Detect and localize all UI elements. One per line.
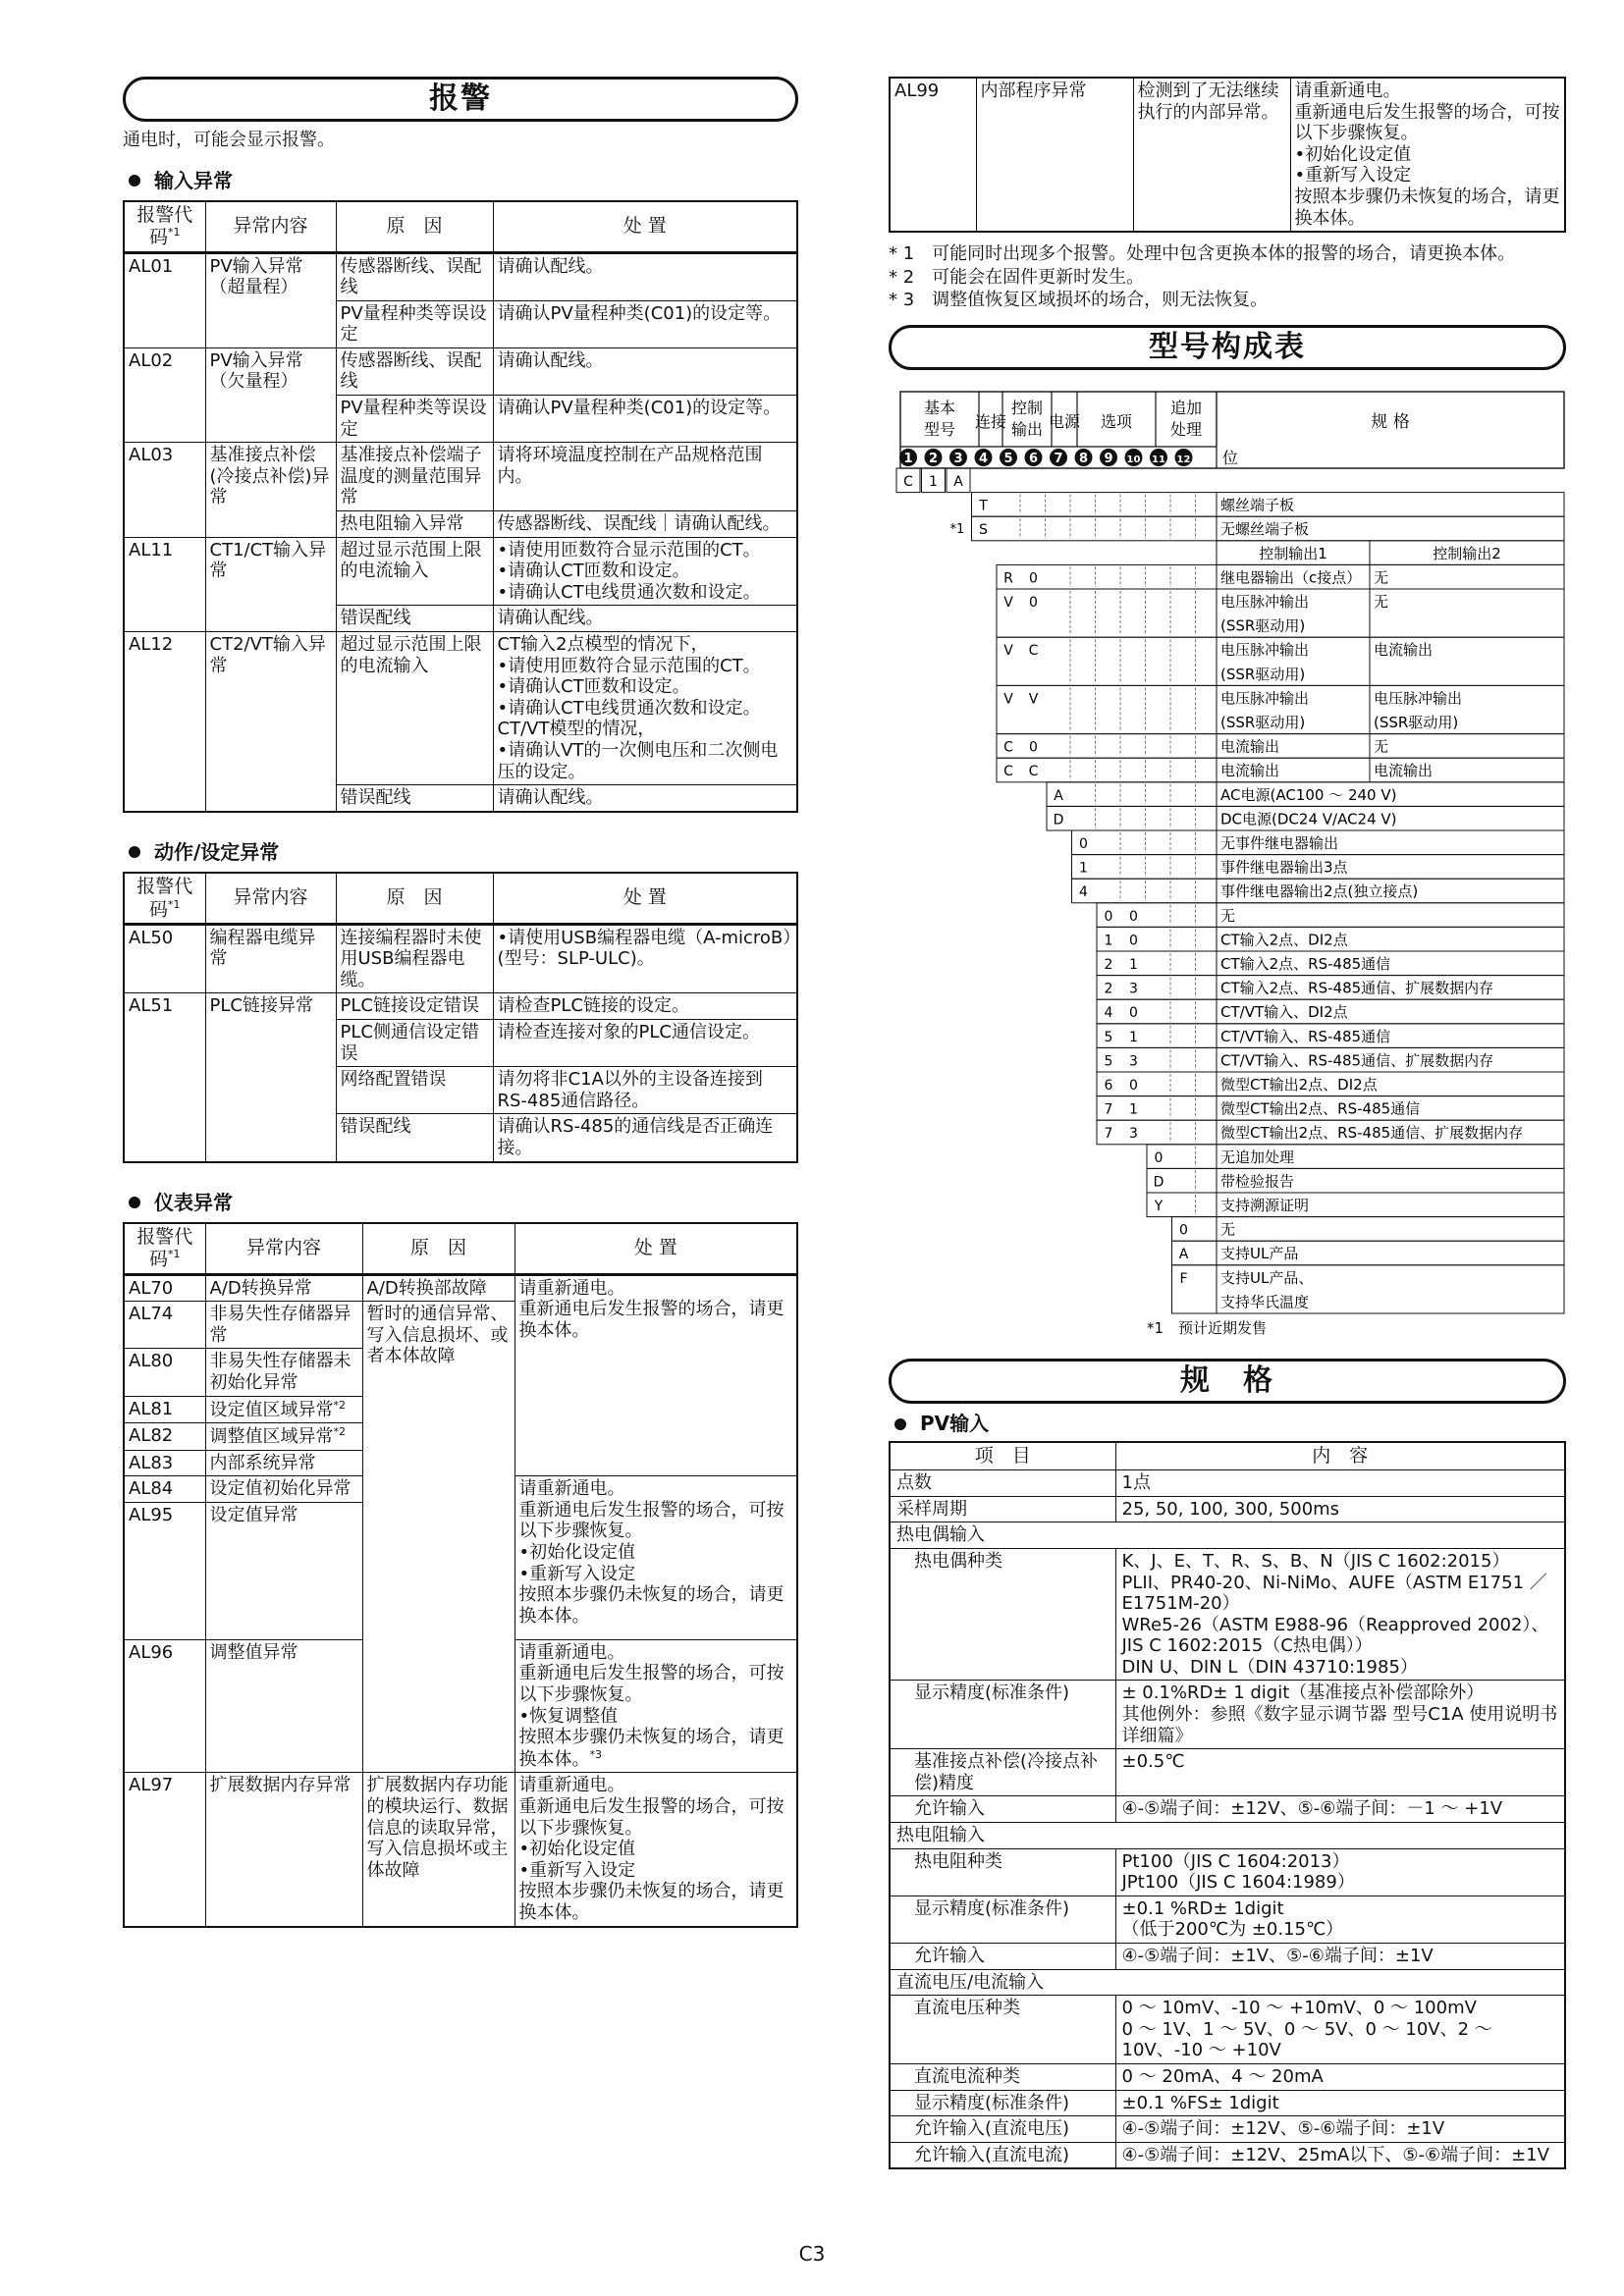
base-code: 1: [929, 474, 938, 491]
spec-item: 显示精度(标准条件): [890, 1896, 1115, 1943]
model-code: 7: [1104, 1126, 1113, 1143]
alarm-content: PLC链接异常: [205, 993, 336, 1162]
model-spec: CT/VT输入、RS-485通信、扩展数据内存: [1220, 1051, 1494, 1070]
model-row: [1097, 903, 1564, 928]
table-row: [124, 924, 797, 993]
alarm-content: 内部程序异常: [976, 78, 1133, 232]
instrument-error-heading: 仪表异常: [123, 1191, 798, 1214]
alarm-code: AL80: [124, 1349, 205, 1396]
header-option: 选项: [1100, 412, 1133, 432]
alarm-action: 请将环境温度控制在产品规格范围内。: [493, 443, 797, 511]
header-item: 项 目: [890, 1442, 1115, 1469]
alarm-notes: [889, 242, 1566, 311]
model-spec: (SSR驱动用): [1220, 666, 1306, 684]
alarm-content: A/D转换异常: [205, 1274, 362, 1302]
model-code: C: [1028, 643, 1039, 660]
alarm-code: AL11: [124, 537, 205, 631]
alarm-content: CT2/VT输入异常: [205, 632, 336, 812]
model-spec2: 电流输出: [1374, 762, 1434, 780]
alarm-action: 请重新通电。 重新通电后发生报警的场合，可按以下步骤恢复。 •初始化设定值 •重新写入设定 按照本步骤仍未恢复的场合，请更换本体。: [1290, 78, 1565, 232]
spec-item: 允许输入: [890, 1796, 1115, 1823]
spec-value: 25, 50, 100, 300, 500ms: [1115, 1496, 1565, 1522]
spec-item: 点数: [890, 1470, 1115, 1497]
alarm-code: AL82: [124, 1423, 205, 1451]
table-row: [124, 632, 797, 785]
digit-number: 2: [928, 452, 939, 467]
header-spec: 规 格: [1371, 412, 1410, 433]
base-code: C: [903, 474, 913, 491]
model-spec: 微型CT输出2点、RS-485通信、扩展数据内存: [1220, 1124, 1524, 1143]
model-spec: (SSR驱动用): [1220, 714, 1306, 732]
spec-item: 允许输入(直流电压): [890, 2116, 1115, 2143]
model-code: 3: [1129, 981, 1138, 997]
spec-group: 直流电压/电流输入: [890, 1969, 1565, 1996]
alarm-action: 请检查连接对象的PLC通信设定。: [493, 1020, 797, 1067]
alarm-code: AL50: [124, 924, 205, 993]
model-code: 1: [1129, 1101, 1138, 1118]
note-1: * 1 可能同时出现多个报警。处理中包含更换本体的报警的场合，请更换本体。: [889, 243, 1516, 265]
model-code: 3: [1129, 1126, 1138, 1143]
header-content: 异常内容: [205, 201, 336, 252]
action-error-heading: 动作/设定异常: [123, 840, 798, 864]
model-code: 0: [1179, 1222, 1188, 1239]
spec-table: [889, 1441, 1566, 2169]
spec-value: ④-⑤端子间：±12V、⑤-⑥端子间：±1V: [1115, 2116, 1565, 2143]
table-row: [890, 2116, 1565, 2143]
input-error-table: [123, 200, 798, 813]
header-cause: 原 因: [336, 873, 493, 924]
alarm-code: AL84: [124, 1476, 205, 1503]
alarm-action: •请使用匝数符合显示范围的CT。 •请确认CT匝数和设定。 •请确认CT电线贯通次数和设定。: [493, 537, 797, 606]
table-row: [890, 1996, 1565, 2064]
alarm-action: 请检查PLC链接的设定。: [493, 993, 797, 1020]
table-row: [124, 347, 797, 395]
bullet-icon: [129, 175, 140, 187]
header-power: 电源: [1048, 412, 1081, 432]
alarm-content: PV输入异常（欠量程）: [205, 347, 336, 442]
model-spec2: (SSR驱动用): [1374, 714, 1459, 732]
model-code: 0: [1129, 909, 1138, 926]
alarm-intro: 通电时，可能会显示报警。: [123, 130, 335, 150]
alarm-action: 请确认PV量程种类(C01)的设定等。: [493, 396, 797, 443]
spec-item: 允许输入(直流电流): [890, 2142, 1115, 2168]
alarm-code: AL12: [124, 632, 205, 812]
model-code: 2: [1104, 957, 1113, 974]
spec-group: 热电偶输入: [890, 1522, 1565, 1549]
model-spec2: 无: [1374, 593, 1389, 612]
alarm-content: 设定值初始化异常: [205, 1476, 362, 1503]
alarm-code: AL83: [124, 1450, 205, 1476]
spec-item: 基准接点补偿(冷接点补偿)精度: [890, 1749, 1115, 1796]
alarm-cause: 错误配线: [336, 1114, 493, 1162]
model-spec2: 电压脉冲输出: [1374, 689, 1463, 708]
alarm-content: 调整值区域异常$^{*2}$: [205, 1423, 362, 1451]
alarm-action: 请确认配线。: [493, 785, 797, 812]
table-row: [890, 1470, 1565, 1497]
model-spec2: 控制输出2: [1433, 545, 1501, 563]
spec-value: ± 0.1%RD± 1 digit（基准接点补偿部除外） 其他例外：参照《数字显示调节器 型号C1A 使用说明书 详细篇》: [1115, 1681, 1565, 1749]
model-code: V: [1003, 643, 1013, 660]
spec-group: 热电阻输入: [890, 1823, 1565, 1849]
digit-number: 10: [1126, 454, 1141, 466]
model-spec: 支持UL产品: [1220, 1245, 1299, 1263]
alarm-cause: A/D转换部故障: [362, 1274, 514, 1302]
alarm-action: •请使用USB编程器电缆（A-microB）(型号：SLP-ULC)。: [493, 924, 797, 993]
alarm-cause: PV量程种类等误设定: [336, 396, 493, 443]
model-code: V: [1003, 595, 1013, 612]
digit-number: 9: [1104, 452, 1113, 467]
model-code: 0: [1154, 1150, 1164, 1167]
model-spec: AC电源(AC100 ～ 240 V): [1220, 786, 1397, 805]
table-row: [890, 1796, 1565, 1823]
header-action: 处 置: [493, 201, 797, 252]
alarm-cause: PLC侧通信设定错误: [336, 1020, 493, 1067]
spec-value: Pt100（JIS C 1604:2013） JPt100（JIS C 1604:1989）: [1115, 1848, 1565, 1896]
alarm-code: AL81: [124, 1396, 205, 1423]
spec-value: ④-⑤端子间：±1V、⑤-⑥端子间：±1V: [1115, 1944, 1565, 1970]
header-basic: 基本: [923, 399, 956, 418]
model-spec: 带检验报告: [1220, 1172, 1295, 1191]
model-code: 5: [1104, 1053, 1113, 1070]
table-row: [124, 993, 797, 1020]
spec-value: 0 ～ 10mV、-10 ～ +10mV、0 ～ 100mV 0 ～ 1V、1 ～ 5V、0 ～ 5V、0 ～ 10V、2 ～ 10V、-10 ～ +10V: [1115, 1996, 1565, 2064]
model-spec: CT输入2点、RS-485通信、扩展数据内存: [1220, 979, 1494, 997]
model-code: 1: [1129, 1030, 1138, 1046]
model-code: R: [1003, 570, 1013, 587]
model-row: [997, 759, 1564, 783]
model-spec: 继电器输出（c接点）: [1220, 568, 1362, 587]
digit-number: 12: [1176, 454, 1191, 466]
alarm-content: 非易失性存储器异常: [205, 1302, 362, 1349]
model-spec: 电压脉冲输出: [1220, 593, 1310, 612]
alarm-content: 设定值区域异常$^{*2}$: [205, 1396, 362, 1423]
alarm-code: AL97: [124, 1773, 205, 1927]
alarm-content: 基准接点补偿(冷接点补偿)异常: [205, 443, 336, 537]
model-row: [1147, 1145, 1564, 1169]
model-code: D: [1053, 812, 1064, 828]
model-spec: 事件继电器输出2点(独立接点): [1220, 882, 1419, 901]
table-row: [124, 537, 797, 606]
model-spec: 微型CT输出2点、RS-485通信: [1220, 1099, 1421, 1118]
row-note: *1: [949, 522, 965, 538]
model-code: 2: [1104, 981, 1113, 997]
header-action: 处 置: [514, 1223, 797, 1274]
spec-value: ±0.1 %RD± 1digit （低于200℃为 ±0.15℃）: [1115, 1896, 1565, 1943]
model-spec2: 无: [1374, 737, 1389, 756]
model-code: 0: [1029, 570, 1038, 587]
table-row: [124, 443, 797, 511]
model-spec: 电流输出: [1220, 737, 1280, 756]
header-extra: 追加: [1169, 399, 1203, 418]
alarm-action: 请确认PV量程种类(C01)的设定等。: [493, 300, 797, 347]
model-code: S: [979, 522, 988, 539]
alarm-action: 请重新通电。 重新通电后发生报警的场合，可按以下步骤恢复。 •初始化设定值 •重新写入设定 按照本步骤仍未恢复的场合，请更换本体。: [514, 1773, 797, 1927]
header-value: 内 容: [1115, 1442, 1565, 1469]
alarm-action: 请重新通电。 重新通电后发生报警的场合，可按以下步骤恢复。 •恢复调整值 按照本步骤仍未恢复的场合，请更换本体。$^{*3}$: [514, 1639, 797, 1773]
model-code: C: [1003, 764, 1013, 780]
header-code: 报警代码$^{*1}$: [124, 1223, 205, 1274]
alarm-action: 请勿将非C1A以外的主设备连接到RS-485通信路径。: [493, 1067, 797, 1114]
model-title: 型号构成表: [889, 325, 1566, 370]
al99-table: [889, 77, 1566, 233]
model-row: [1147, 1193, 1564, 1217]
model-spec: 电流输出: [1220, 762, 1280, 780]
spec-value: ④-⑤端子间：±12V、25mA以下、⑤-⑥端子间：±1V: [1115, 2142, 1565, 2168]
model-spec: 无追加处理: [1220, 1148, 1295, 1167]
spec-value: ±0.1 %FS± 1digit: [1115, 2090, 1565, 2116]
spec-value: 1点: [1115, 1470, 1565, 1497]
model-code: 0: [1029, 739, 1038, 756]
table-row: [890, 1522, 1565, 1549]
alarm-cause: 错误配线: [336, 606, 493, 632]
alarm-cause: 扩展数据内存功能的模块运行、数据信息的读取异常，写入信息损坏或主体故障: [362, 1773, 514, 1927]
model-spec: 螺丝端子板: [1220, 496, 1295, 514]
table-row: [890, 1969, 1565, 1996]
model-spec: 电压脉冲输出: [1220, 689, 1310, 708]
alarm-cause: 基准接点补偿端子温度的测量范围异常: [336, 443, 493, 511]
header-cause: 原 因: [336, 201, 493, 252]
header-pos: 位: [1222, 449, 1239, 468]
alarm-content: CT1/CT输入异常: [205, 537, 336, 631]
alarm-cause: 超过显示范围上限的电流输入: [336, 537, 493, 606]
table-row: [124, 252, 797, 300]
table-row: [890, 1749, 1565, 1796]
model-code: 0: [1079, 836, 1088, 853]
header-code: 报警代码$^{*1}$: [124, 201, 205, 252]
alarm-content: PV输入异常（超量程）: [205, 252, 336, 347]
digit-number: 3: [953, 452, 963, 467]
alarm-code: AL96: [124, 1639, 205, 1773]
alarm-content: 非易失性存储器未初始化异常: [205, 1349, 362, 1396]
model-code: 0: [1129, 933, 1138, 949]
table-row: [890, 2142, 1565, 2168]
table-row: [890, 78, 1565, 232]
model-code: 4: [1079, 884, 1088, 901]
model-spec: DC电源(DC24 V/AC24 V): [1220, 810, 1397, 828]
model-code: A: [1178, 1247, 1189, 1263]
model-code: 7: [1104, 1101, 1113, 1118]
header-code: 报警代码$^{*1}$: [124, 873, 205, 924]
alarm-cause: 传感器断线、误配线: [336, 252, 493, 300]
digit-number: 1: [903, 452, 913, 467]
model-diagram: [889, 384, 1566, 1351]
alarm-code: AL70: [124, 1274, 205, 1302]
table-row: [890, 1896, 1565, 1943]
model-code: 0: [1129, 1005, 1138, 1022]
model-spec: 电压脉冲输出: [1220, 641, 1310, 660]
header-content: 异常内容: [205, 1223, 362, 1274]
model-spec: 支持华氏温度: [1220, 1293, 1310, 1311]
spec-item: 允许输入: [890, 1944, 1115, 1970]
alarm-cause: 错误配线: [336, 785, 493, 812]
model-spec: (SSR驱动用): [1220, 616, 1306, 635]
spec-value: K、J、E、T、R、S、B、N（JIS C 1602:2015） PLII、PR40-20、Ni-NiMo、AUFE（ASTM E1751 ／ E1751M-20） WRe5-26（ASTM E988-96（Reapproved 2002）、JIS C 1602:2015（C热电偶）） DIN U、DIN L（DIN 43710:1985）: [1115, 1548, 1565, 1681]
model-code: V: [1003, 691, 1013, 708]
right-column: [889, 77, 1566, 2169]
spec-title: 规 格: [889, 1359, 1566, 1404]
model-code: 0: [1029, 595, 1038, 612]
note-3: * 3 调整值恢复区域损坏的场合，则无法恢复。: [889, 289, 1269, 310]
alarm-action: 传感器断线、误配线｜请确认配线。: [493, 511, 797, 538]
alarm-code: AL95: [124, 1502, 205, 1639]
table-row: [124, 1773, 797, 1927]
alarm-action: 请确认配线。: [493, 252, 797, 300]
left-column: [123, 77, 798, 1928]
table-row: [890, 1496, 1565, 1522]
table-row: [890, 1548, 1565, 1681]
digit-number: 5: [1003, 452, 1013, 467]
model-spec: 支持UL产品、: [1220, 1269, 1314, 1288]
input-error-heading: 输入异常: [123, 169, 798, 192]
spec-value: 0 ～ 20mA、4 ～ 20mA: [1115, 2063, 1565, 2090]
alarm-content: 扩展数据内存异常: [205, 1773, 362, 1927]
bullet-icon: [894, 1418, 906, 1430]
alarm-action: 请确认RS-485的通信线是否正确连接。: [493, 1114, 797, 1162]
model-code: 0: [1104, 909, 1113, 926]
model-code: 3: [1129, 1053, 1138, 1070]
model-spec: 微型CT输出2点、DI2点: [1220, 1076, 1378, 1095]
alarm-action: 请确认配线。: [493, 606, 797, 632]
model-code: V: [1028, 691, 1039, 708]
model-spec2: 电流输出: [1374, 641, 1434, 660]
model-footnote: *1 预计近期发售: [1146, 1319, 1268, 1338]
digit-number: 4: [978, 452, 989, 467]
model-spec2: 无: [1374, 568, 1389, 587]
spec-item: 直流电压种类: [890, 1996, 1115, 2064]
table-row: [890, 2063, 1565, 2090]
alarm-cause: 检测到了无法继续执行的内部异常。: [1133, 78, 1290, 232]
alarm-content: 设定值异常: [205, 1502, 362, 1639]
alarm-cause: 传感器断线、误配线: [336, 347, 493, 395]
alarm-action: 请重新通电。 重新通电后发生报警的场合，请更换本体。: [514, 1274, 797, 1476]
alarm-code: AL99: [890, 78, 976, 232]
bullet-icon: [129, 846, 140, 858]
table-row: [890, 1823, 1565, 1849]
alarm-action: 请重新通电。 重新通电后发生报警的场合，可按以下步骤恢复。 •初始化设定值 •重新写入设定 按照本步骤仍未恢复的场合，请更换本体。: [514, 1476, 797, 1640]
alarm-content: 编程器电缆异常: [205, 924, 336, 993]
model-spec: 无: [1220, 907, 1236, 926]
model-code: C: [1028, 764, 1039, 780]
alarm-cause: 连接编程器时未使用USB编程器电缆。: [336, 924, 493, 993]
header-cause: 原 因: [362, 1223, 514, 1274]
spec-value: ±0.5℃: [1115, 1749, 1565, 1796]
alarm-code: AL03: [124, 443, 205, 537]
alarm-cause: 超过显示范围上限的电流输入: [336, 632, 493, 785]
model-table: [889, 384, 1566, 1351]
digit-number: 8: [1078, 452, 1089, 467]
header-action: 处 置: [493, 873, 797, 924]
model-code: D: [1153, 1174, 1164, 1191]
model-code: 4: [1104, 1005, 1113, 1022]
spec-item: 显示精度(标准条件): [890, 1681, 1115, 1749]
digit-number: 7: [1054, 452, 1063, 467]
model-spec: 无螺丝端子板: [1220, 520, 1310, 539]
alarm-code: AL51: [124, 993, 205, 1162]
digit-number: 6: [1028, 452, 1039, 467]
model-code: C: [1003, 739, 1013, 756]
pv-input-heading: PV输入: [889, 1412, 1566, 1435]
header-extra-2: 处理: [1169, 420, 1203, 440]
spec-value: ④-⑤端子间：±12V、⑤-⑥端子间：－1 ～ +1V: [1115, 1796, 1565, 1823]
model-row: [1147, 1169, 1564, 1194]
page-number: C3: [798, 2242, 826, 2266]
alarm-action: 请确认配线。: [493, 347, 797, 395]
table-row: [890, 1681, 1565, 1749]
alarm-content: 调整值异常: [205, 1639, 362, 1773]
alarm-cause: 网络配置错误: [336, 1067, 493, 1114]
spec-item: 直流电流种类: [890, 2063, 1115, 2090]
spec-item: 热电阻种类: [890, 1848, 1115, 1896]
header-connect: 连接: [974, 412, 1007, 432]
table-row: [890, 1944, 1565, 1970]
digit-number: 11: [1152, 454, 1165, 466]
alarm-code: AL01: [124, 252, 205, 347]
header-control-2: 输出: [1010, 420, 1044, 440]
model-code: T: [979, 498, 988, 514]
model-spec: 事件继电器输出3点: [1220, 858, 1348, 877]
header-control: 控制: [1010, 399, 1044, 418]
model-spec: CT/VT输入、RS-485通信: [1220, 1028, 1391, 1046]
model-row: [997, 734, 1564, 759]
bullet-icon: [129, 1197, 140, 1208]
table-row: [890, 1848, 1565, 1896]
model-spec: 控制输出1: [1259, 545, 1327, 563]
spec-item: 采样周期: [890, 1496, 1115, 1522]
model-spec: CT输入2点、RS-485通信: [1220, 955, 1391, 974]
model-spec: CT/VT输入、DI2点: [1220, 1003, 1348, 1022]
alarm-cause: PV量程种类等误设定: [336, 300, 493, 347]
alarm-content: 内部系统异常: [205, 1450, 362, 1476]
alarm-title: 报警: [123, 77, 798, 122]
model-code: 1: [1129, 957, 1138, 974]
alarm-action: CT输入2点模型的情况下， •请使用匝数符合显示范围的CT。 •请确认CT匝数和设定。 •请确认CT电线贯通次数和设定。 CT/VT模型的情况， •请确认VT的一次侧电压和二次侧电压的设定。: [493, 632, 797, 785]
model-code: 6: [1104, 1078, 1113, 1095]
instrument-error-table: [123, 1222, 798, 1928]
model-code: A: [1054, 788, 1063, 805]
alarm-code: AL74: [124, 1302, 205, 1349]
alarm-cause: 热电阻输入异常: [336, 511, 493, 538]
base-code: A: [953, 474, 963, 491]
note-2: * 2 可能会在固件更新时发生。: [889, 266, 1145, 288]
model-code: 5: [1104, 1030, 1113, 1046]
alarm-cause: 暂时的通信异常、写入信息损坏、或者本体故障: [362, 1302, 514, 1773]
alarm-cause: PLC链接设定错误: [336, 993, 493, 1020]
model-code: 1: [1104, 933, 1113, 949]
table-row: [890, 2090, 1565, 2116]
model-spec: 无: [1220, 1220, 1236, 1239]
spec-item: 热电偶种类: [890, 1548, 1115, 1681]
model-code: Y: [1154, 1199, 1164, 1215]
model-code: 0: [1129, 1078, 1138, 1095]
model-spec: 支持溯源证明: [1220, 1197, 1310, 1215]
spec-item: 显示精度(标准条件): [890, 2090, 1115, 2116]
model-spec: 无事件继电器输出: [1220, 834, 1339, 853]
header-basic-2: 型号: [923, 420, 956, 440]
header-content: 异常内容: [205, 873, 336, 924]
action-error-table: [123, 872, 798, 1163]
model-spec: CT输入2点、DI2点: [1220, 931, 1348, 949]
table-row: [124, 1274, 797, 1302]
model-code: F: [1179, 1271, 1188, 1288]
alarm-code: AL02: [124, 347, 205, 442]
model-code: 1: [1079, 860, 1088, 877]
